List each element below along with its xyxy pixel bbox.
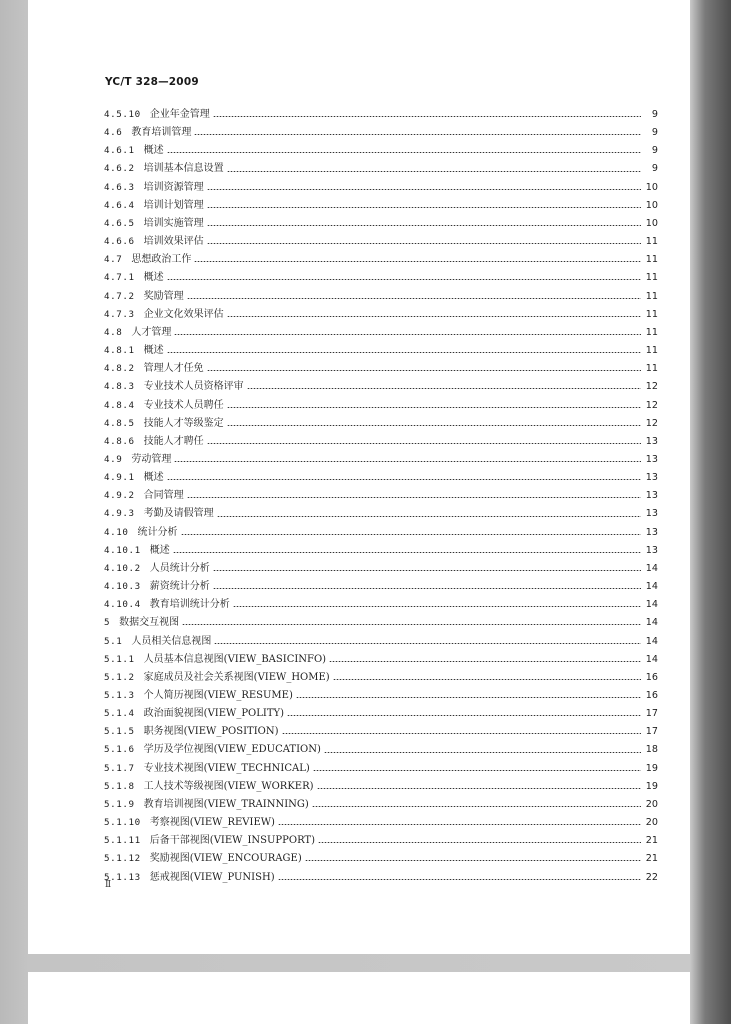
toc-entry-title: 概述 (149, 544, 170, 556)
toc-dot-leader (318, 842, 641, 843)
toc-entry (104, 233, 658, 251)
toc-entry (104, 197, 658, 215)
toc-entry (104, 814, 658, 832)
toc-entry-number: 5 (104, 617, 111, 629)
toc-entry (104, 832, 658, 850)
toc-entry-title: 教育培训统计分析 (149, 599, 230, 611)
toc-entry-page: 13 (645, 544, 658, 556)
toc-entry (104, 306, 658, 324)
toc-entry (104, 633, 658, 651)
toc-dot-leader (207, 189, 641, 190)
toc-entry-page: 16 (645, 690, 658, 701)
toc-entry (104, 342, 658, 360)
toc-entry-number: 4.8.2 (104, 363, 135, 375)
toc-dot-leader (278, 824, 641, 825)
toc-entry (104, 687, 658, 705)
toc-entry-page: 20 (645, 817, 658, 829)
toc-entry-page: 11 (645, 272, 658, 284)
toc-entry-title: 职务视图(VIEW_POSITION) (143, 726, 279, 738)
toc-entry-title: 考察视图(VIEW_REVIEW) (149, 817, 275, 829)
toc-entry-page: 19 (645, 780, 658, 792)
toc-entry-number: 5.1.11 (104, 835, 141, 847)
toc-entry-title: 奖励管理 (143, 290, 184, 302)
toc-entry-title: 数据交互视图 (119, 617, 180, 629)
toc-entry-number: 5.1.4 (104, 708, 135, 720)
toc-entry-title: 惩戒视图(VIEW_PUNISH) (149, 871, 275, 883)
toc-entry-number: 4.6.4 (104, 199, 135, 211)
toc-dot-leader (181, 534, 641, 535)
toc-dot-leader (227, 407, 641, 408)
toc-entry-number: 4.8.4 (104, 399, 135, 411)
table-of-contents (104, 106, 658, 887)
toc-entry-number: 5.1.2 (104, 671, 135, 683)
toc-entry-number: 4.6.2 (104, 163, 135, 175)
toc-entry-page: 14 (645, 581, 658, 593)
toc-entry-number: 4.9.3 (104, 508, 135, 520)
document-page (28, 0, 690, 954)
toc-dot-leader (173, 552, 641, 553)
toc-entry-title: 政治面貌视图(VIEW_POLITY) (143, 708, 285, 720)
next-page (28, 972, 690, 1024)
toc-entry (104, 505, 658, 523)
toc-entry-title: 培训基本信息设置 (143, 163, 224, 175)
toc-entry-title: 管理人才任免 (143, 363, 204, 375)
toc-entry (104, 451, 658, 469)
toc-entry-page: 14 (645, 617, 658, 629)
toc-entry-title: 人员基本信息视图(VIEW_BASICINFO) (143, 653, 327, 665)
toc-dot-leader (213, 588, 641, 589)
toc-dot-leader (233, 606, 641, 607)
toc-entry-page: 10 (645, 217, 658, 229)
toc-dot-leader (313, 770, 641, 771)
toc-entry-page: 18 (645, 744, 658, 756)
toc-entry (104, 705, 658, 723)
toc-dot-leader (333, 679, 641, 680)
toc-entry-number: 4.6 (104, 127, 123, 139)
toc-entry (104, 269, 658, 287)
toc-entry (104, 124, 658, 142)
toc-entry (104, 741, 658, 759)
toc-entry-number: 4.8.1 (104, 345, 135, 357)
toc-entry-number: 5.1.6 (104, 744, 135, 756)
toc-entry-title: 培训效果评估 (143, 236, 204, 248)
toc-entry-page: 9 (651, 163, 658, 175)
toc-entry-page: 11 (645, 345, 658, 357)
toc-entry-number: 4.6.6 (104, 236, 135, 248)
toc-entry-number: 4.10 (104, 526, 129, 538)
toc-dot-leader (207, 207, 641, 208)
toc-entry-page: 16 (645, 671, 658, 683)
toc-entry-title: 概述 (143, 145, 164, 157)
page-header: YC/T 328—2009 (105, 76, 199, 88)
toc-entry-page: 13 (645, 526, 658, 538)
toc-entry (104, 251, 658, 269)
toc-dot-leader (282, 733, 641, 734)
toc-entry-title: 学历及学位视图(VIEW_EDUCATION) (143, 744, 321, 756)
toc-entry-title: 技能人才等级鉴定 (143, 417, 224, 429)
toc-entry-number: 5.1.3 (104, 690, 135, 701)
toc-entry-page: 11 (645, 326, 658, 338)
toc-entry-number: 4.9.2 (104, 490, 135, 502)
toc-entry (104, 288, 658, 306)
toc-entry (104, 487, 658, 505)
toc-entry (104, 796, 658, 814)
toc-entry-title: 企业文化效果评估 (143, 308, 224, 320)
toc-dot-leader (194, 134, 641, 135)
toc-dot-leader (217, 516, 641, 517)
toc-entry-number: 4.5.10 (104, 109, 141, 120)
toc-entry (104, 469, 658, 487)
toc-entry-title: 思想政治工作 (131, 254, 192, 266)
toc-dot-leader (174, 461, 641, 462)
toc-entry-number: 5.1 (104, 635, 123, 647)
toc-entry-title: 后备干部视图(VIEW_INSUPPORT) (149, 835, 316, 847)
toc-entry-page: 17 (645, 708, 658, 720)
toc-entry-title: 统计分析 (137, 526, 178, 538)
toc-entry-number: 4.6.5 (104, 217, 135, 229)
toc-entry-number: 4.6.3 (104, 181, 135, 193)
toc-dot-leader (227, 171, 641, 172)
toc-entry-title: 工人技术等级视图(VIEW_WORKER) (143, 780, 314, 792)
toc-entry (104, 578, 658, 596)
toc-entry (104, 160, 658, 178)
page-number: Ⅱ (105, 880, 112, 890)
toc-entry-title: 劳动管理 (131, 453, 172, 465)
toc-dot-leader (213, 116, 641, 117)
toc-entry-page: 10 (645, 199, 658, 211)
toc-entry-number: 5.1.13 (104, 871, 141, 883)
toc-entry-number: 4.7 (104, 254, 123, 266)
toc-entry-page: 11 (645, 308, 658, 320)
toc-entry-title: 企业年金管理 (149, 109, 210, 120)
toc-dot-leader (167, 479, 641, 480)
toc-entry-title: 教育培训管理 (131, 127, 192, 139)
toc-dot-leader (207, 370, 641, 371)
toc-entry-title: 教育培训视图(VIEW_TRAINNING) (143, 798, 309, 810)
toc-entry-number: 4.8.5 (104, 417, 135, 429)
toc-entry (104, 651, 658, 669)
toc-entry-number: 5.1.10 (104, 817, 141, 829)
toc-entry-title: 人才管理 (131, 326, 172, 338)
toc-entry-page: 14 (645, 562, 658, 574)
toc-entry-number: 4.10.2 (104, 562, 141, 574)
toc-dot-leader (213, 570, 641, 571)
toc-entry-page: 13 (645, 508, 658, 520)
toc-entry-title: 概述 (143, 345, 164, 357)
toc-entry-number: 4.8.6 (104, 435, 135, 447)
toc-entry-number: 4.8 (104, 326, 123, 338)
toc-entry-title: 概述 (143, 272, 164, 284)
toc-entry-page: 19 (645, 762, 658, 774)
toc-entry (104, 614, 658, 632)
toc-entry-number: 5.1.1 (104, 653, 135, 665)
toc-dot-leader (214, 643, 641, 644)
toc-entry-page: 14 (645, 653, 658, 665)
toc-entry-title: 培训实施管理 (143, 217, 204, 229)
toc-entry (104, 106, 658, 124)
toc-entry-page: 14 (645, 635, 658, 647)
toc-dot-leader (182, 624, 641, 625)
toc-dot-leader (227, 425, 641, 426)
toc-entry-page: 9 (651, 127, 658, 139)
toc-entry-page: 9 (651, 145, 658, 157)
toc-dot-leader (194, 261, 641, 262)
toc-entry-number: 5.1.7 (104, 762, 135, 774)
toc-entry-number: 5.1.8 (104, 780, 135, 792)
toc-entry (104, 415, 658, 433)
toc-entry-number: 4.7.2 (104, 290, 135, 302)
toc-entry (104, 179, 658, 197)
toc-entry-page: 11 (645, 363, 658, 375)
toc-entry-page: 17 (645, 726, 658, 738)
toc-entry-title: 概述 (143, 472, 164, 484)
toc-entry-title: 专业技术人员资格评审 (143, 381, 244, 393)
toc-dot-leader (187, 497, 641, 498)
toc-entry-number: 5.1.9 (104, 798, 135, 810)
toc-entry-page: 14 (645, 599, 658, 611)
toc-entry-title: 薪资统计分析 (149, 581, 210, 593)
toc-entry (104, 433, 658, 451)
toc-entry-title: 人员相关信息视图 (131, 635, 212, 647)
toc-entry (104, 524, 658, 542)
toc-entry-title: 培训资源管理 (143, 181, 204, 193)
toc-entry-title: 合同管理 (143, 490, 184, 502)
toc-dot-leader (207, 443, 641, 444)
toc-entry-page: 21 (645, 835, 658, 847)
toc-entry-number: 4.10.1 (104, 544, 141, 556)
toc-entry-number: 4.10.3 (104, 581, 141, 593)
toc-entry-page: 11 (645, 236, 658, 248)
toc-entry-number: 4.7.1 (104, 272, 135, 284)
toc-entry (104, 850, 658, 868)
toc-dot-leader (207, 243, 641, 244)
toc-entry-title: 家庭成员及社会关系视图(VIEW_HOME) (143, 671, 330, 683)
toc-entry (104, 869, 658, 887)
toc-entry-title: 培训计划管理 (143, 199, 204, 211)
toc-dot-leader (312, 806, 641, 807)
toc-entry-page: 9 (651, 109, 658, 120)
toc-entry-number: 5.1.5 (104, 726, 135, 738)
toc-entry (104, 378, 658, 396)
toc-entry-page: 13 (645, 472, 658, 484)
toc-entry (104, 778, 658, 796)
toc-entry-title: 考勤及请假管理 (143, 508, 214, 520)
toc-entry-page: 10 (645, 181, 658, 193)
toc-dot-leader (287, 715, 641, 716)
toc-entry-number: 4.7.3 (104, 308, 135, 320)
toc-dot-leader (317, 788, 641, 789)
toc-entry-title: 专业技术人员聘任 (143, 399, 224, 411)
toc-entry-page: 12 (645, 381, 658, 393)
toc-entry (104, 397, 658, 415)
toc-entry-page: 13 (645, 453, 658, 465)
toc-dot-leader (278, 879, 641, 880)
toc-entry-title: 个人简历视图(VIEW_RESUME) (143, 690, 293, 701)
toc-entry (104, 542, 658, 560)
toc-entry-title: 人员统计分析 (149, 562, 210, 574)
toc-dot-leader (167, 352, 641, 353)
toc-dot-leader (207, 225, 641, 226)
toc-dot-leader (167, 152, 641, 153)
toc-entry (104, 360, 658, 378)
toc-dot-leader (305, 860, 641, 861)
toc-entry-number: 4.9.1 (104, 472, 135, 484)
toc-entry (104, 560, 658, 578)
toc-entry-title: 专业技术视图(VIEW_TECHNICAL) (143, 762, 310, 774)
toc-entry-page: 22 (645, 871, 658, 883)
toc-entry-title: 奖励视图(VIEW_ENCOURAGE) (149, 853, 302, 865)
toc-entry (104, 596, 658, 614)
toc-entry-page: 11 (645, 290, 658, 302)
toc-entry-number: 4.8.3 (104, 381, 135, 393)
toc-entry (104, 669, 658, 687)
toc-dot-leader (174, 334, 641, 335)
toc-entry-page: 12 (645, 399, 658, 411)
toc-entry-page: 20 (645, 798, 658, 810)
toc-dot-leader (329, 661, 641, 662)
toc-dot-leader (324, 752, 641, 753)
toc-dot-leader (247, 388, 641, 389)
toc-entry-page: 21 (645, 853, 658, 865)
toc-dot-leader (227, 316, 641, 317)
toc-entry (104, 142, 658, 160)
toc-entry-number: 5.1.12 (104, 853, 141, 865)
toc-entry-page: 13 (645, 490, 658, 502)
toc-entry (104, 760, 658, 778)
toc-dot-leader (187, 298, 641, 299)
toc-entry-page: 11 (645, 254, 658, 266)
toc-entry-page: 12 (645, 417, 658, 429)
toc-entry (104, 324, 658, 342)
toc-entry-page: 13 (645, 435, 658, 447)
toc-dot-leader (167, 279, 641, 280)
toc-entry-number: 4.9 (104, 453, 123, 465)
toc-entry-title: 技能人才聘任 (143, 435, 204, 447)
toc-entry (104, 723, 658, 741)
toc-entry (104, 215, 658, 233)
toc-entry-number: 4.10.4 (104, 599, 141, 611)
toc-entry-number: 4.6.1 (104, 145, 135, 157)
toc-dot-leader (296, 697, 641, 698)
